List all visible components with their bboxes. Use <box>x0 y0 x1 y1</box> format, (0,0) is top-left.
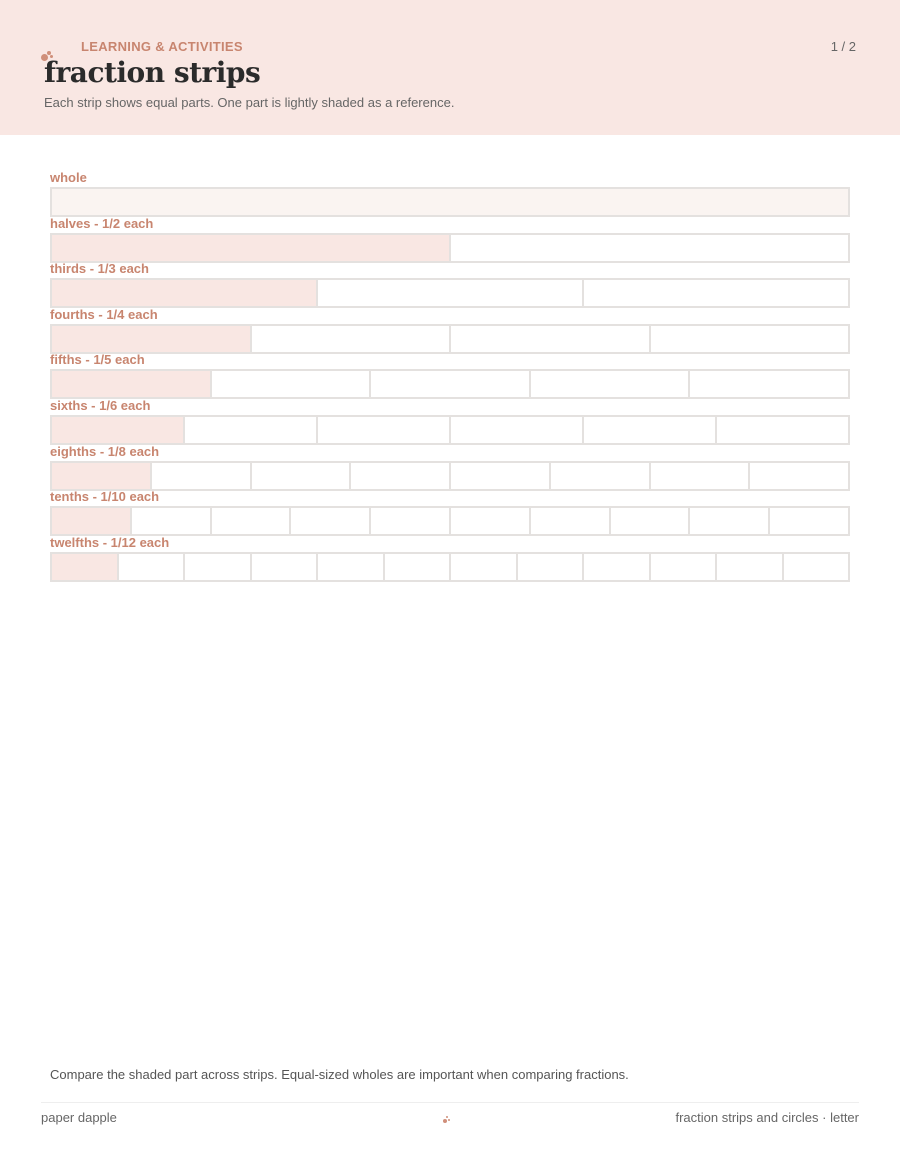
strip-part-shaded <box>52 280 316 306</box>
strip-part <box>449 326 649 352</box>
dapple-mark-icon <box>442 1116 450 1124</box>
strip-part-shaded <box>52 463 150 489</box>
strip-part <box>210 508 290 534</box>
strip-part <box>529 371 689 397</box>
strip-part <box>449 417 582 443</box>
strip-6 <box>50 398 850 444</box>
strip-part <box>316 554 383 580</box>
strip-part <box>449 508 529 534</box>
strip-7 <box>50 444 850 490</box>
fraction-strips <box>50 170 850 580</box>
strip-part <box>369 371 529 397</box>
strip-part <box>369 508 449 534</box>
strip-1 <box>50 170 850 216</box>
strip-part-shaded <box>52 417 183 443</box>
strip-part <box>649 554 716 580</box>
strip-part <box>183 417 316 443</box>
strip-bar <box>50 552 850 582</box>
strip-part <box>715 554 782 580</box>
strip-bar <box>50 461 850 491</box>
strip-part <box>649 326 849 352</box>
strip-part <box>582 417 715 443</box>
strip-part <box>117 554 184 580</box>
strip-label: sixths - 1/6 each <box>50 397 151 413</box>
strip-part-shaded <box>52 189 848 215</box>
section-eyebrow: LEARNING & ACTIVITIES <box>81 39 243 54</box>
strip-part <box>250 463 350 489</box>
page-header <box>0 0 900 135</box>
page-subtitle: Each strip shows equal parts. One part is lightly shaded as a reference. <box>44 95 455 110</box>
strip-9 <box>50 535 850 581</box>
strip-part <box>349 463 449 489</box>
strip-bar <box>50 278 850 308</box>
strip-label: thirds - 1/3 each <box>50 261 149 277</box>
strip-part-shaded <box>52 235 449 261</box>
strip-part <box>183 554 250 580</box>
strip-part <box>549 463 649 489</box>
strip-2 <box>50 216 850 262</box>
strip-label: fifths - 1/5 each <box>50 352 145 368</box>
page-title: fraction strips <box>44 56 261 89</box>
strip-part <box>449 463 549 489</box>
footer-brand: paper dapple <box>41 1110 117 1125</box>
strip-part <box>250 326 450 352</box>
strip-part <box>688 371 848 397</box>
strip-bar <box>50 324 850 354</box>
strip-part <box>688 508 768 534</box>
strip-part <box>449 554 516 580</box>
strip-3 <box>50 261 850 307</box>
strip-part <box>449 235 848 261</box>
strip-bar <box>50 415 850 445</box>
footer-doc-info: fraction strips and circles · letter <box>675 1110 859 1125</box>
strip-part <box>768 508 848 534</box>
strip-label: fourths - 1/4 each <box>50 306 158 322</box>
page-indicator: 1 / 2 <box>830 39 856 54</box>
strip-label: whole <box>50 170 87 185</box>
strip-part <box>609 508 689 534</box>
strip-4 <box>50 307 850 353</box>
strip-part <box>250 554 317 580</box>
strip-part <box>383 554 450 580</box>
strip-part <box>582 280 848 306</box>
strip-bar <box>50 233 850 263</box>
strip-5 <box>50 352 850 398</box>
strip-part <box>582 554 649 580</box>
strip-label: eighths - 1/8 each <box>50 443 160 459</box>
strip-part <box>289 508 369 534</box>
strip-part <box>782 554 849 580</box>
strip-bar <box>50 369 850 399</box>
strip-bar <box>50 187 850 217</box>
strip-part-shaded <box>52 508 130 534</box>
footer-divider <box>41 1102 859 1103</box>
strip-part <box>316 417 449 443</box>
strip-part-shaded <box>52 554 117 580</box>
strip-part <box>649 463 749 489</box>
strip-part <box>130 508 210 534</box>
strip-8 <box>50 489 850 535</box>
strip-part <box>529 508 609 534</box>
strip-part <box>715 417 848 443</box>
strip-label: tenths - 1/10 each <box>50 489 160 505</box>
strip-label: twelfths - 1/12 each <box>50 534 170 550</box>
strip-part-shaded <box>52 326 250 352</box>
strip-part <box>210 371 370 397</box>
strip-part <box>748 463 848 489</box>
strip-part-shaded <box>52 371 210 397</box>
strip-part <box>516 554 583 580</box>
footer-note: Compare the shaded part across strips. Equal-sized wholes are important when comparing fractions. <box>50 1067 629 1082</box>
strip-bar <box>50 506 850 536</box>
strip-part <box>316 280 582 306</box>
strip-label: halves - 1/2 each <box>50 215 154 231</box>
strip-part <box>150 463 250 489</box>
